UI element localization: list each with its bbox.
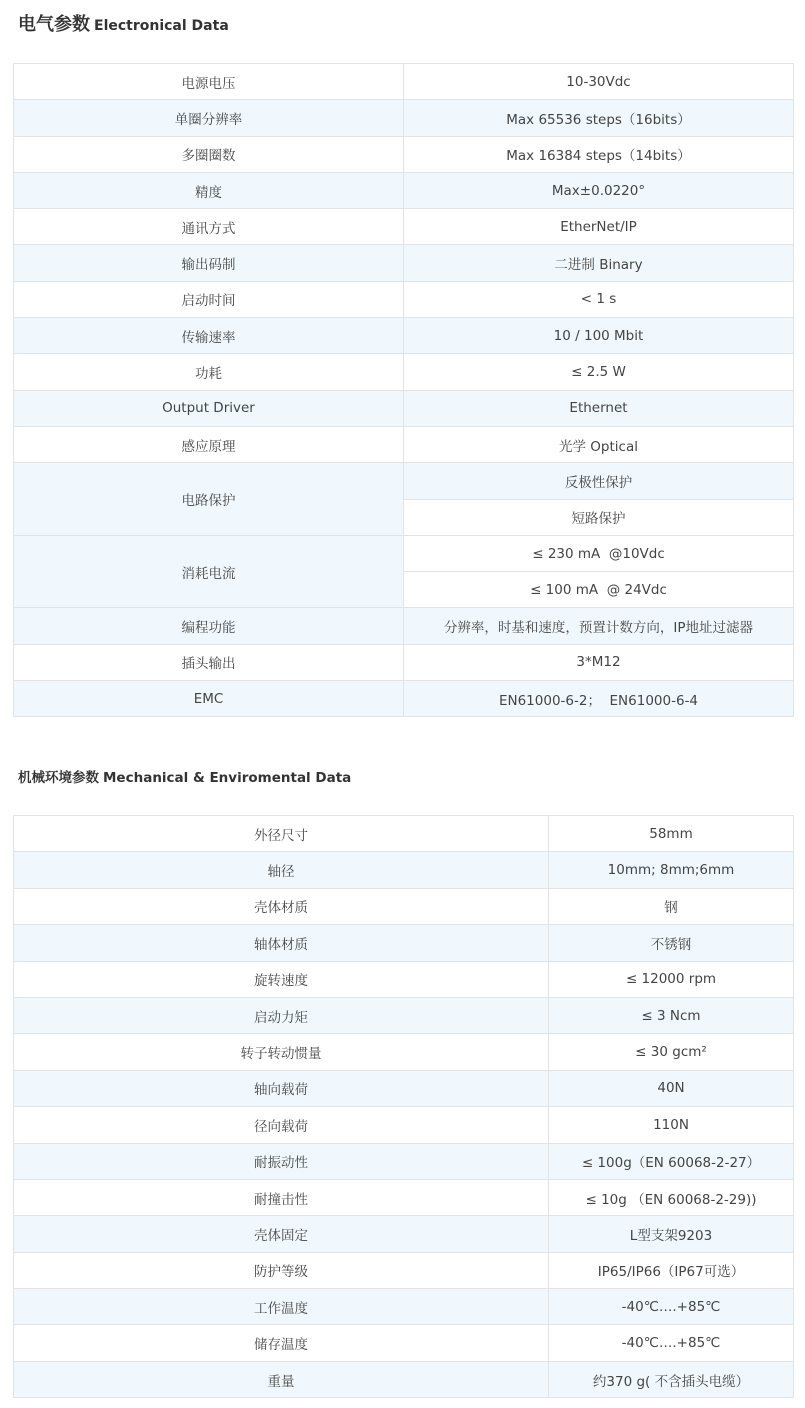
spec-value: EtherNet/IP — [404, 209, 794, 245]
table-row — [14, 426, 794, 462]
spec-label: 插头输出 — [14, 644, 404, 680]
spec-value: 光学 Optical — [404, 426, 794, 462]
mechanical-title-cn: 机械环境参数 — [18, 770, 99, 786]
spec-value: 不锈钢 — [549, 925, 794, 961]
table-row — [14, 245, 794, 281]
table-row — [14, 463, 794, 499]
electrical-spec-table — [13, 63, 794, 717]
table-row — [14, 1361, 794, 1397]
table-row — [14, 172, 794, 208]
spec-label: 壳体材质 — [14, 888, 549, 924]
spec-value: 二进制 Binary — [404, 245, 794, 281]
spec-value: 110N — [549, 1107, 794, 1143]
spec-value: Max±0.0220° — [404, 172, 794, 208]
table-row — [14, 925, 794, 961]
spec-label: 启动时间 — [14, 281, 404, 317]
spec-label: 储存温度 — [14, 1325, 549, 1361]
spec-value: 短路保护 — [404, 499, 794, 535]
spec-value: < 1 s — [404, 281, 794, 317]
spec-label: 功耗 — [14, 354, 404, 390]
spec-value: ≤ 3 Ncm — [549, 997, 794, 1033]
table-row — [14, 1325, 794, 1361]
electrical-title-en: Electronical Data — [94, 18, 229, 34]
spec-value: 58mm — [549, 816, 794, 852]
spec-label: 外径尺寸 — [14, 816, 549, 852]
table-row — [14, 100, 794, 136]
table-row — [14, 390, 794, 426]
spec-label: 防护等级 — [14, 1252, 549, 1288]
spec-value: 10 / 100 Mbit — [404, 318, 794, 354]
table-row — [14, 1179, 794, 1215]
spec-value: Max 65536 steps（16bits） — [404, 100, 794, 136]
spec-label: EMC — [14, 681, 404, 717]
table-row — [14, 852, 794, 888]
spec-value: ≤ 30 gcm² — [549, 1034, 794, 1070]
mechanical-spec-table — [13, 815, 794, 1398]
table-row — [14, 281, 794, 317]
spec-label: 感应原理 — [14, 426, 404, 462]
spec-value: -40℃….+85℃ — [549, 1289, 794, 1325]
spec-value: 3*M12 — [404, 644, 794, 680]
spec-value: ≤ 10g （EN 60068-2-29)) — [549, 1179, 794, 1215]
spec-value: ≤ 2.5 W — [404, 354, 794, 390]
table-row — [14, 997, 794, 1033]
spec-label: 耐撞击性 — [14, 1179, 549, 1215]
spec-label: 耐振动性 — [14, 1143, 549, 1179]
spec-value: -40℃….+85℃ — [549, 1325, 794, 1361]
table-row — [14, 681, 794, 717]
spec-label: 精度 — [14, 172, 404, 208]
electrical-section-title — [18, 10, 229, 36]
mechanical-section-title — [18, 766, 351, 786]
table-row — [14, 354, 794, 390]
spec-value: 10mm; 8mm;6mm — [549, 852, 794, 888]
spec-value: 40N — [549, 1070, 794, 1106]
table-row — [14, 1070, 794, 1106]
spec-label: 转子转动惯量 — [14, 1034, 549, 1070]
spec-label: 编程功能 — [14, 608, 404, 644]
spec-label: 启动力矩 — [14, 997, 549, 1033]
spec-value: 反极性保护 — [404, 463, 794, 499]
spec-label: 径向载荷 — [14, 1107, 549, 1143]
spec-label: 电源电压 — [14, 64, 404, 100]
table-row — [14, 1216, 794, 1252]
spec-value: L型支架9203 — [549, 1216, 794, 1252]
table-row — [14, 608, 794, 644]
spec-value: Max 16384 steps（14bits） — [404, 136, 794, 172]
spec-value: 分辨率，时基和速度，预置计数方向，IP地址过滤器 — [404, 608, 794, 644]
spec-label: 轴体材质 — [14, 925, 549, 961]
spec-label: 消耗电流 — [14, 535, 404, 608]
spec-label: 通讯方式 — [14, 209, 404, 245]
spec-value: 钢 — [549, 888, 794, 924]
spec-label: 轴向载荷 — [14, 1070, 549, 1106]
electrical-title-cn: 电气参数 — [18, 14, 90, 35]
table-row — [14, 1289, 794, 1325]
table-row — [14, 209, 794, 245]
spec-label: Output Driver — [14, 390, 404, 426]
table-row — [14, 1143, 794, 1179]
spec-value: 10-30Vdc — [404, 64, 794, 100]
spec-label: 轴径 — [14, 852, 549, 888]
table-row — [14, 961, 794, 997]
spec-label: 传输速率 — [14, 318, 404, 354]
table-row — [14, 816, 794, 852]
spec-value: ≤ 12000 rpm — [549, 961, 794, 997]
spec-label: 旋转速度 — [14, 961, 549, 997]
spec-label: 多圈圈数 — [14, 136, 404, 172]
spec-value: 约370 g( 不含插头电缆） — [549, 1361, 794, 1397]
table-row — [14, 644, 794, 680]
table-row — [14, 318, 794, 354]
spec-label: 单圈分辨率 — [14, 100, 404, 136]
spec-label: 重量 — [14, 1361, 549, 1397]
spec-label: 电路保护 — [14, 463, 404, 536]
table-row — [14, 136, 794, 172]
table-row — [14, 535, 794, 571]
table-row — [14, 888, 794, 924]
spec-value: Ethernet — [404, 390, 794, 426]
spec-value: ≤ 100g（EN 60068-2-27） — [549, 1143, 794, 1179]
spec-value: ≤ 100 mA @ 24Vdc — [404, 572, 794, 608]
spec-label: 壳体固定 — [14, 1216, 549, 1252]
mechanical-title-en: Mechanical & Enviromental Data — [103, 770, 352, 786]
spec-value: ≤ 230 mA @10Vdc — [404, 535, 794, 571]
table-row — [14, 64, 794, 100]
table-row — [14, 1034, 794, 1070]
spec-value: EN61000-6-2； EN61000-6-4 — [404, 681, 794, 717]
spec-label: 工作温度 — [14, 1289, 549, 1325]
table-row — [14, 1107, 794, 1143]
spec-label: 输出码制 — [14, 245, 404, 281]
spec-value: IP65/IP66（IP67可选） — [549, 1252, 794, 1288]
table-row — [14, 1252, 794, 1288]
